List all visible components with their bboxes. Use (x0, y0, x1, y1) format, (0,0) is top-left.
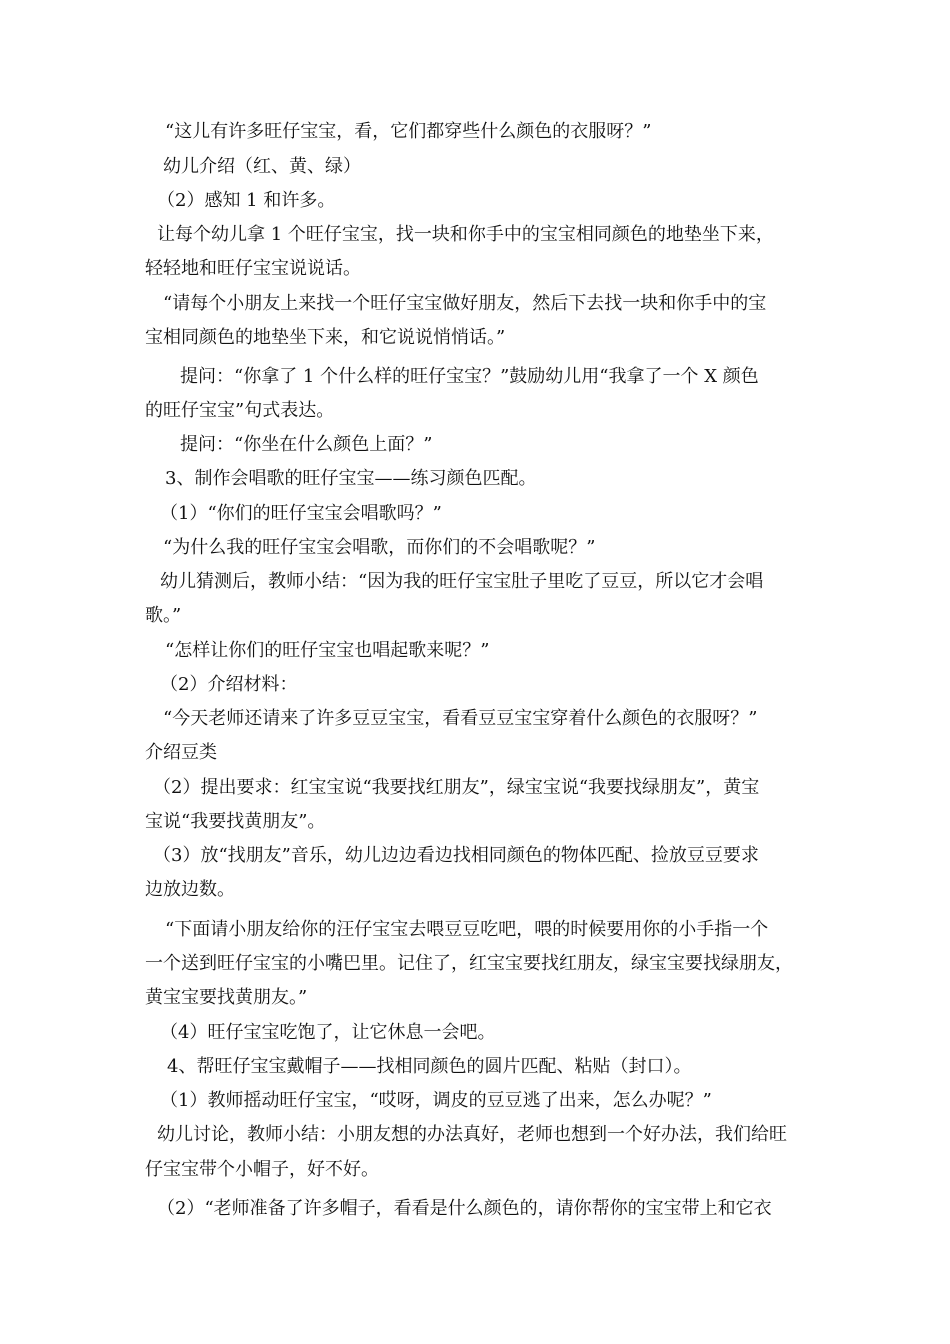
paragraph-line: 黄宝宝要找黄朋友。” (145, 987, 308, 1008)
paragraph-line: 3、制作会唱歌的旺仔宝宝——练习颜色匹配。 (165, 468, 537, 489)
paragraph-line: 歌。” (145, 605, 182, 626)
paragraph-line: “下面请小朋友给你的汪仔宝宝去喂豆豆吃吧，喂的时候要用你的小手指一个 (165, 919, 769, 940)
paragraph-line: 提问：“你拿了 1 个什么样的旺仔宝宝？”鼓励幼儿用“我拿了一个 X 颜色 (180, 366, 759, 387)
paragraph-line: （2）感知 1 和许多。 (157, 190, 336, 211)
paragraph-line: “怎样让你们的旺仔宝宝也唱起歌来呢？” (165, 640, 490, 661)
paragraph-line: （1）“你们的旺仔宝宝会唱歌吗？” (160, 503, 442, 524)
paragraph-line: （2）介绍材料： (160, 674, 298, 695)
paragraph-line: “为什么我的旺仔宝宝会唱歌，而你们的不会唱歌呢？” (163, 537, 596, 558)
paragraph-line: 提问：“你坐在什么颜色上面？” (180, 434, 433, 455)
paragraph-line: （2）提出要求：红宝宝说“我要找红朋友”，绿宝宝说“我要找绿朋友”，黄宝 (153, 777, 760, 798)
paragraph-line: 幼儿讨论，教师小结：小朋友想的办法真好，老师也想到一个好办法，我们给旺 (157, 1124, 787, 1145)
paragraph-line: 的旺仔宝宝”句式表达。 (145, 400, 335, 421)
paragraph-line: （3）放“找朋友”音乐，幼儿边边看边找相同颜色的物体匹配、捡放豆豆要求 (153, 845, 759, 866)
paragraph-line: 边放边数。 (145, 879, 235, 900)
paragraph-line: （4）旺仔宝宝吃饱了，让它休息一会吧。 (160, 1022, 496, 1043)
paragraph-line: “今天老师还请来了许多豆豆宝宝，看看豆豆宝宝穿着什么颜色的衣服呀？” (163, 708, 758, 729)
paragraph-line: （2）“老师准备了许多帽子，看看是什么颜色的，请你帮你的宝宝带上和它衣 (157, 1198, 772, 1219)
paragraph-line: 仔宝宝带个小帽子，好不好。 (145, 1159, 379, 1180)
paragraph-line: 宝说“我要找黄朋友”。 (145, 811, 326, 832)
paragraph-line: （1）教师摇动旺仔宝宝，“哎呀，调皮的豆豆逃了出来，怎么办呢？” (160, 1090, 712, 1111)
paragraph-line: 一个送到旺仔宝宝的小嘴巴里。记住了，红宝宝要找红朋友，绿宝宝要找绿朋友， (145, 953, 793, 974)
paragraph-line: 介绍豆类 (145, 742, 217, 763)
paragraph-line: “请每个小朋友上来找一个旺仔宝宝做好朋友，然后下去找一块和你手中的宝 (163, 293, 767, 314)
paragraph-line: 幼儿猜测后，教师小结：“因为我的旺仔宝宝肚子里吃了豆豆，所以它才会唱 (160, 571, 764, 592)
paragraph-line: 让每个幼儿拿 1 个旺仔宝宝，找一块和你手中的宝宝相同颜色的地垫坐下来， (157, 224, 774, 245)
paragraph-line: 宝相同颜色的地垫坐下来，和它说说悄悄话。” (145, 327, 506, 348)
paragraph-line: “这儿有许多旺仔宝宝，看，它们都穿些什么颜色的衣服呀？” (165, 121, 652, 142)
paragraph-line: 轻轻地和旺仔宝宝说说话。 (145, 258, 361, 279)
paragraph-line: 幼儿介绍（红、黄、绿） (163, 156, 361, 177)
paragraph-line: 4、帮旺仔宝宝戴帽子——找相同颜色的圆片匹配、粘贴（封口）。 (167, 1056, 692, 1077)
